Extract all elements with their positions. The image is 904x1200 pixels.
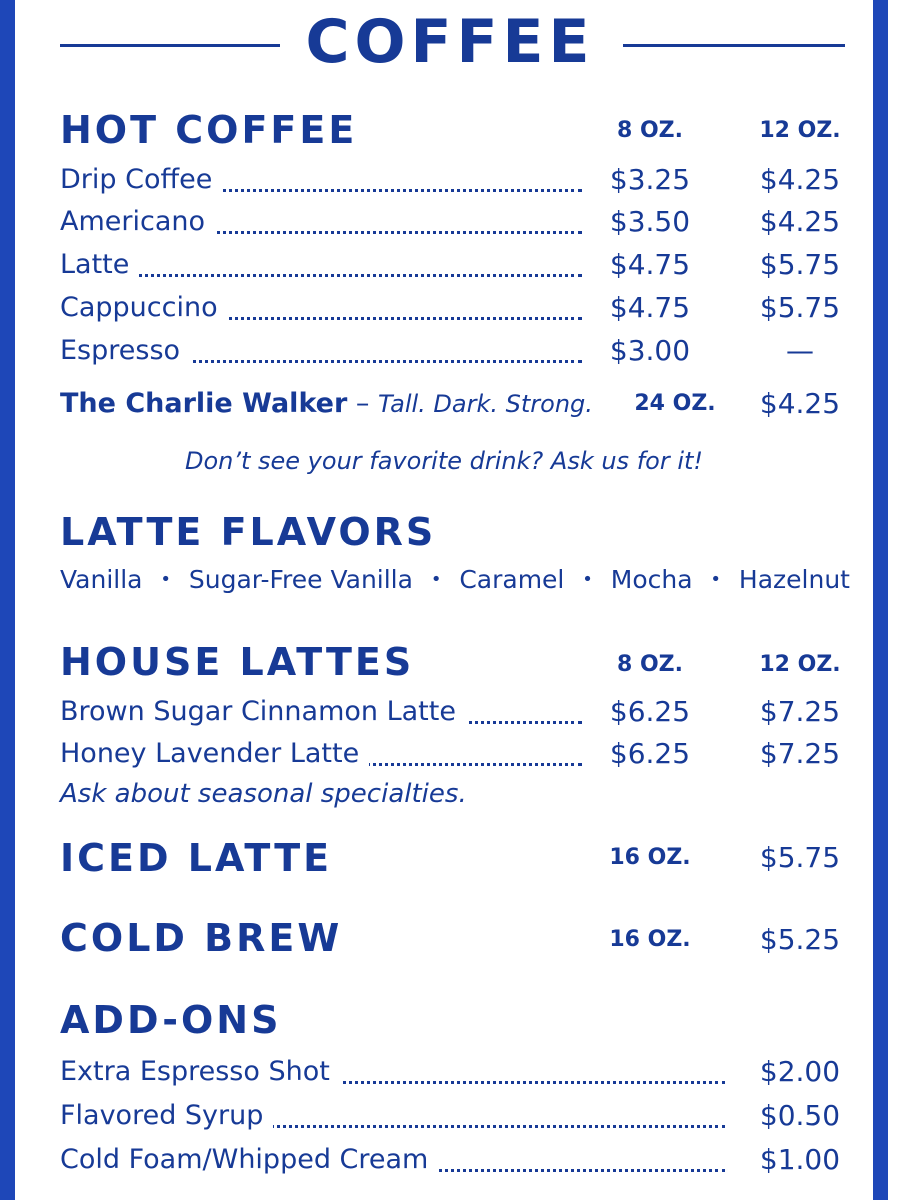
add-on-name: Flavored Syrup xyxy=(60,1096,273,1136)
item-name: Brown Sugar Cinnamon Latte xyxy=(60,692,466,732)
iced-latte-price: $5.75 xyxy=(759,841,841,874)
house-lattes-size-small: 8 OZ. xyxy=(617,652,683,677)
charlie-walker-special xyxy=(60,382,593,426)
latte-flavors-heading: LATTE FLAVORS xyxy=(60,510,437,554)
bullet-separator: • xyxy=(582,569,593,590)
house-lattes-heading: HOUSE LATTES xyxy=(60,640,415,684)
special-dash: – xyxy=(355,388,370,419)
item-name: Americano xyxy=(60,202,215,242)
add-on-name: Extra Espresso Shot xyxy=(60,1052,340,1092)
item-name: Drip Coffee xyxy=(60,160,222,200)
price-large: $4.25 xyxy=(759,163,841,196)
cold-brew-size: 16 OZ. xyxy=(609,927,691,952)
latte-flavors-list xyxy=(60,562,850,598)
menu-border-right xyxy=(873,0,888,1200)
bullet-separator: • xyxy=(710,569,722,590)
price-large: — xyxy=(786,334,814,367)
price-small: $3.00 xyxy=(609,334,691,367)
flavor-item: Sugar-Free Vanilla xyxy=(188,565,413,594)
hot-coffee-heading: HOT COFFEE xyxy=(60,108,358,152)
price-large: $7.25 xyxy=(759,695,841,728)
add-ons-heading: ADD-ONS xyxy=(60,998,282,1042)
ask-us-note: Don’t see your favorite drink? Ask us for it! xyxy=(184,447,704,475)
price-large: $4.25 xyxy=(759,205,841,238)
special-tagline: Tall. Dark. Strong. xyxy=(377,390,593,418)
title-rule-left xyxy=(60,44,280,47)
add-on-name: Cold Foam/Whipped Cream xyxy=(60,1140,438,1180)
item-name: Honey Lavender Latte xyxy=(60,734,369,774)
cold-brew-price: $5.25 xyxy=(759,923,841,956)
bullet-separator: • xyxy=(430,569,442,590)
iced-latte-heading: ICED LATTE xyxy=(60,836,333,880)
price-small: $3.25 xyxy=(609,163,691,196)
price-small: $3.50 xyxy=(609,205,691,238)
menu-title-row xyxy=(15,4,873,77)
cold-brew-heading: COLD BREW xyxy=(60,916,343,960)
price-small: $4.75 xyxy=(609,291,691,324)
price-large: $7.25 xyxy=(759,737,841,770)
house-lattes-size-large: 12 OZ. xyxy=(759,652,841,677)
price-small: $6.25 xyxy=(609,695,691,728)
menu-title: COFFEE xyxy=(305,7,595,77)
special-price: $4.25 xyxy=(759,387,841,420)
flavor-item: Vanilla xyxy=(60,565,143,594)
item-name: Espresso xyxy=(60,331,190,371)
bullet-separator: • xyxy=(160,569,171,590)
coffee-menu-board xyxy=(15,0,873,1200)
special-name: The Charlie Walker xyxy=(60,388,348,419)
flavor-item: Hazelnut xyxy=(738,565,850,594)
price-large: $5.75 xyxy=(759,248,841,281)
hot-coffee-size-large: 12 OZ. xyxy=(759,118,841,143)
hot-coffee-size-small: 8 OZ. xyxy=(617,118,683,143)
item-name: Latte xyxy=(60,245,139,285)
menu-border-left xyxy=(0,0,15,1200)
add-on-price: $2.00 xyxy=(759,1055,841,1088)
title-rule-right xyxy=(623,44,845,47)
special-size: 24 OZ. xyxy=(634,391,716,416)
price-large: $5.75 xyxy=(759,291,841,324)
flavor-item: Caramel xyxy=(459,565,565,594)
flavor-item: Mocha xyxy=(610,565,693,594)
add-on-price: $1.00 xyxy=(759,1143,841,1176)
item-name: Cappuccino xyxy=(60,288,228,328)
add-on-price: $0.50 xyxy=(759,1099,841,1132)
iced-latte-size: 16 OZ. xyxy=(609,845,691,870)
seasonal-note: Ask about seasonal specialties. xyxy=(60,779,467,809)
price-small: $4.75 xyxy=(609,248,691,281)
price-small: $6.25 xyxy=(609,737,691,770)
